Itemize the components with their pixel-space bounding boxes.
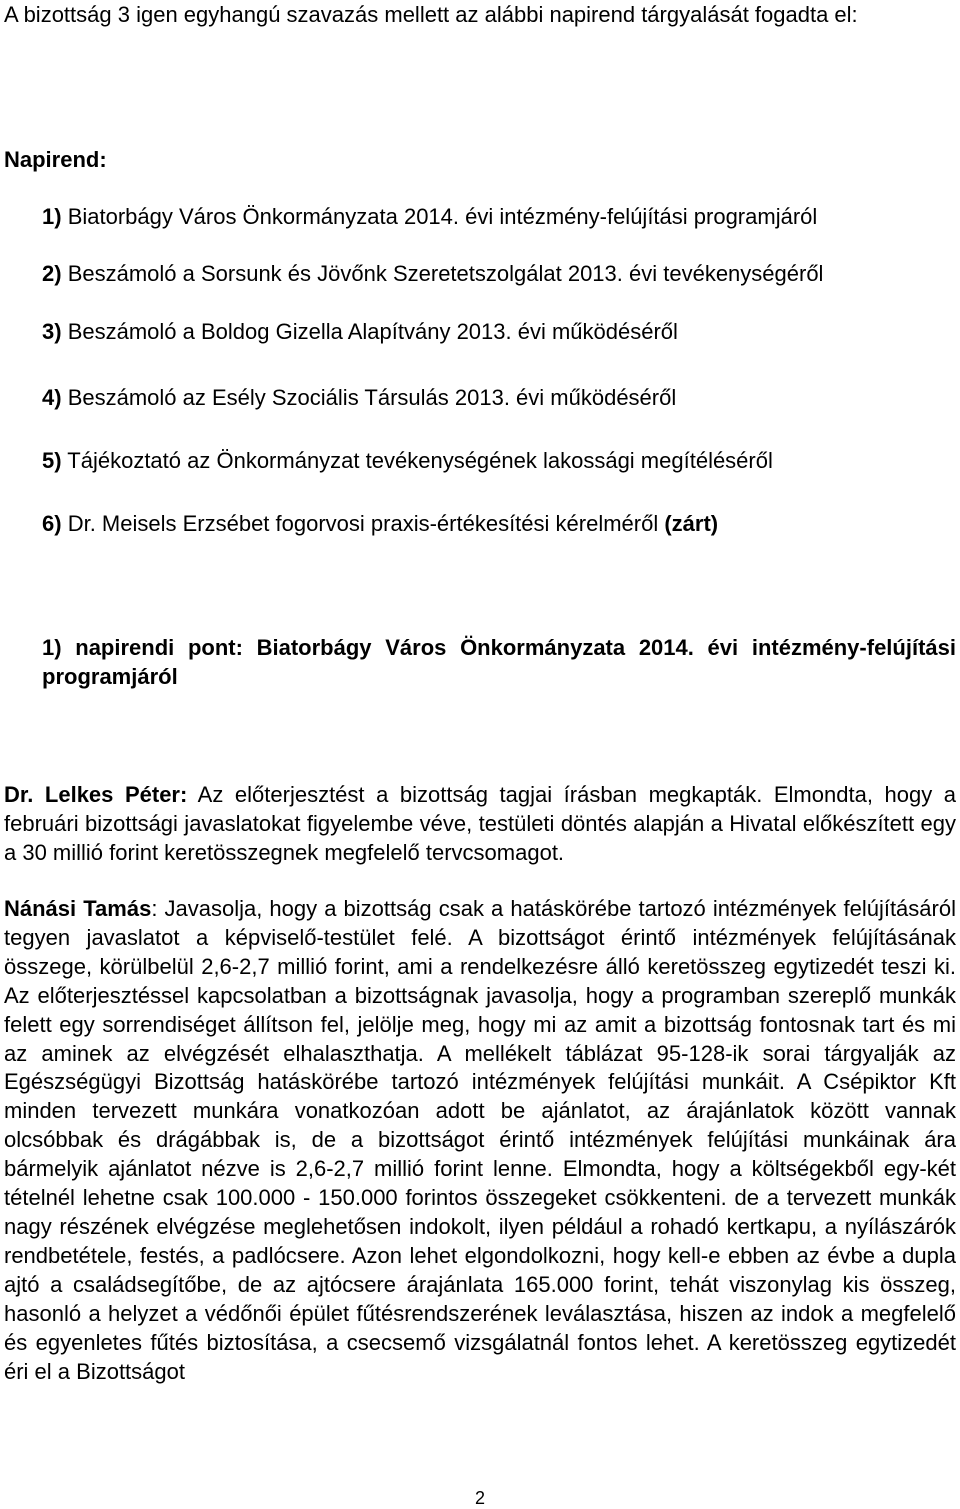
paragraph-text: : Javasolja, hogy a bizottság csak a hatáskörébe tartozó intézmények felújításáról tegyen javaslatot a képviselő-testület felé. A bizottságot érintő intézmények felújításának összege, körülbelül 2,6-2,7 millió forint, ami a rendelkezésre álló keretösszeg egytizedét teszi ki. Az előterjesztéssel kapcsolatban a bizottságnak javasolja, hogy a programban szereplő munkák felett egy sorrendiséget állítson fel, jelölje meg, hogy mi az amit a bizottság fontosnak tart és mi az aminek az elvégzését elhalaszthatja. A mellékelt táblázat 95-128-ik sorai tárgyalják az Egészségügyi Bizottság hatáskörébe tartozó intézmények felújítási munkáit. A Csépiktor Kft minden tervezett munkára vonatkozóan adott be ajánlatot, az árajánlatok között vannak olcsóbbak és drágábbak is, de a bizottságot érintő intézmények felújítási munkáinak ára bármelyik ajánlatot nézve is 2,6-2,7 millió forint lenne. Elmondta, hogy a költségekből egy-két tételnél lehetne csak 100.000 - 150.000 forintos összegeket csökkenteni. de a tervezett munkák nagy részének elvégzése meglehetősen indokolt, ilyen például a rohadó kertkapu, a nyílászárók rendbetétele, festés, a padlócsere. Azon lehet elgondolkozni, hogy kell-e ebben az évbe a dupla ajtó a családsegítőbe, de az ajtócsere árajánlata 165.000 forint, tehát viszonylag kis összeg, hasonló a helyzet a védőnői épület fűtésrendszerének leválasztása, hiszen az indok a megfelelő és egyenletes fűtés biztosítása, a csecsemő vizsgálatnál fontos lehet. A keretösszeg egytizedét éri el a Bizottságot: [4, 896, 956, 1384]
speaker-name: Nánási Tamás: [4, 896, 152, 921]
paragraph: [4, 895, 956, 1386]
agenda-item-number: 5): [42, 448, 62, 473]
agenda-item: [42, 318, 678, 346]
agenda-heading: Napirend:: [4, 147, 107, 172]
speaker-name: Dr. Lelkes Péter:: [4, 782, 188, 807]
agenda-item-text: Beszámoló a Boldog Gizella Alapítvány 2013. évi működéséről: [67, 319, 678, 344]
agenda-item-number: 1): [42, 204, 62, 229]
closed-session-marker: (zárt): [664, 511, 719, 536]
agenda-item-number: 3): [42, 319, 62, 344]
section-title: 1) napirendi pont: Biatorbágy Város Önkormányzata 2014. évi intézmény-felújítási programjáról: [42, 635, 956, 689]
agenda-item: [42, 447, 773, 475]
agenda-item-text: Beszámoló a Sorsunk és Jövőnk Szeretetszolgálat 2013. évi tevékenységéről: [67, 261, 824, 286]
agenda-item-text: Beszámoló az Esély Szociális Társulás 2013. évi működéséről: [67, 385, 677, 410]
intro-text: A bizottság 3 igen egyhangú szavazás mellett az alábbi napirend tárgyalását fogadta el:: [4, 2, 858, 27]
agenda-item: [42, 384, 676, 412]
agenda-item-number: 4): [42, 385, 62, 410]
agenda-item: [42, 510, 718, 538]
paragraph: [4, 781, 956, 868]
agenda-item-number: 6): [42, 511, 62, 536]
agenda-item-number: 2): [42, 261, 62, 286]
page-number: 2: [474, 1488, 485, 1508]
agenda-item: [42, 260, 823, 288]
agenda-item: [42, 203, 817, 231]
agenda-item-text: Tájékoztató az Önkormányzat tevékenységének lakossági megítéléséről: [67, 448, 773, 473]
agenda-item-text: Biatorbágy Város Önkormányzata 2014. évi intézmény-felújítási programjáról: [67, 204, 818, 229]
agenda-item-text: Dr. Meisels Erzsébet fogorvosi praxis-értékesítési kérelméről: [67, 511, 659, 536]
paragraph-text: Az előterjesztést a bizottság tagjai írásban megkapták. Elmondta, hogy a februári bizottsági javaslatokat figyelembe véve, testületi döntés alapján a Hivatal előkészített egy a 30 millió forint keretösszegnek megfelelő tervcsomagot.: [4, 782, 956, 865]
